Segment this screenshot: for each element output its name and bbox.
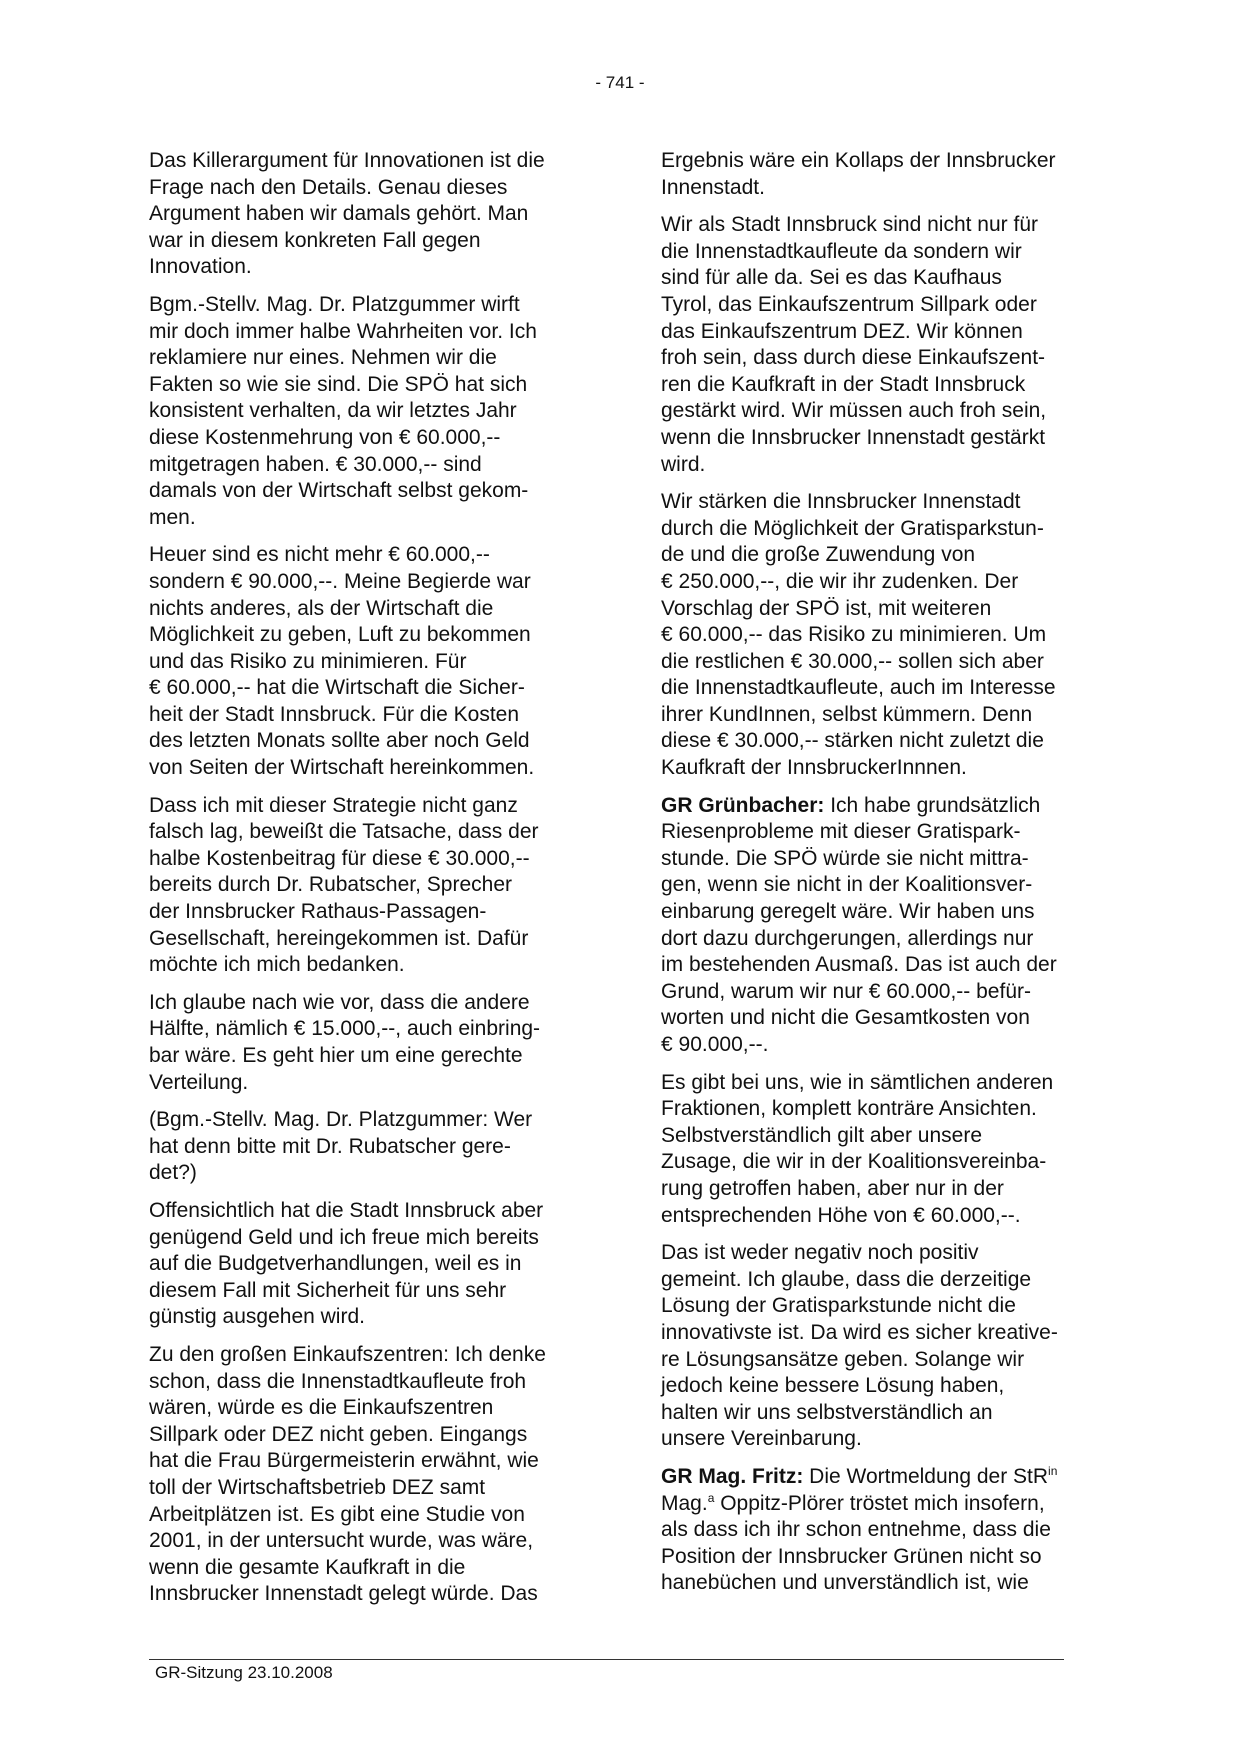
text-line: die Innenstadtkaufleute da sondern wir (661, 239, 1022, 263)
text-line: Fraktionen, komplett konträre Ansichten. (661, 1097, 1037, 1121)
paragraph (149, 542, 594, 781)
text-line: re Lösungsansätze geben. Solange wir (661, 1347, 1025, 1371)
text-line: Selbstverständlich gilt aber unsere (661, 1123, 983, 1147)
text-line: ren die Kaufkraft in der Stadt Innsbruck (661, 372, 1026, 396)
right-column (661, 148, 1106, 1608)
text-line: Vorschlag der SPÖ ist, mit weiteren (661, 596, 992, 620)
text-line: Verteilung. (149, 1070, 249, 1094)
text-line: falsch lag, beweißt die Tatsache, dass der (149, 820, 539, 844)
text-line: bereits durch Dr. Rubatscher, Sprecher (149, 873, 513, 897)
paragraph (149, 1342, 594, 1608)
text-line: Ich glaube nach wie vor, dass die andere (149, 990, 530, 1014)
text-line: auf die Budgetverhandlungen, weil es in (149, 1252, 522, 1276)
text-line: € 60.000,-- hat die Wirtschaft die Sicher- (149, 676, 525, 700)
text-line: genügend Geld und ich freue mich bereits (149, 1225, 539, 1249)
text-line: der Innsbrucker Rathaus-Passagen- (149, 900, 487, 924)
text-line: froh sein, dass durch diese Einkaufszent- (661, 346, 1046, 370)
text-line: Zusage, die wir in der Koalitionsvereinba- (661, 1150, 1047, 1174)
text-line: Zu den großen Einkaufszentren: Ich denke (149, 1342, 546, 1366)
text-line: durch die Möglichkeit der Gratisparkstun- (661, 516, 1044, 540)
text-line: innovativste ist. Da wird es sicher kreative- (661, 1320, 1058, 1344)
paragraph (661, 1464, 1106, 1597)
text-line: die Innenstadtkaufleute, auch im Interesse (661, 676, 1056, 700)
page-number: - 741 - (595, 73, 645, 92)
text-line: (Bgm.-Stellv. Mag. Dr. Platzgummer: Wer (149, 1108, 533, 1132)
footer-divider (149, 1659, 1064, 1660)
text-line: Offensichtlich hat die Stadt Innsbruck aber (149, 1198, 544, 1222)
text-line: die restlichen € 30.000,-- sollen sich aber (661, 649, 1044, 673)
text-line: schon, dass die Innenstadtkaufleute froh (149, 1369, 527, 1393)
text-line: unsere Vereinbarung. (661, 1427, 862, 1451)
text-line: Heuer sind es nicht mehr € 60.000,-- (149, 543, 490, 567)
text-line: rung getroffen haben, aber nur in der (661, 1176, 1004, 1200)
text-line: Wir stärken die Innsbrucker Innenstadt (661, 490, 1021, 514)
text-line: ihrer KundInnen, selbst kümmern. Denn (661, 702, 1033, 726)
paragraph (661, 212, 1106, 478)
paragraph (661, 1240, 1106, 1453)
text-line: mir doch immer halbe Wahrheiten vor. Ich (149, 319, 537, 343)
text-line: und das Risiko zu minimieren. Für (149, 649, 467, 673)
text-span: Oppitz-Plörer tröstet mich insofern, (714, 1491, 1045, 1515)
text-line: dort dazu durchgerungen, allerdings nur (661, 926, 1034, 950)
text-line: jedoch keine bessere Lösung haben, (661, 1374, 1005, 1398)
text-line: Fakten so wie sie sind. Die SPÖ hat sich (149, 372, 528, 396)
text-line: konsistent verhalten, da wir letztes Jahr (149, 399, 517, 423)
text-line: gestärkt wird. Wir müssen auch froh sein, (661, 399, 1047, 423)
text-line (661, 793, 1106, 820)
paragraph (149, 793, 594, 979)
text-line: entsprechenden Höhe von € 60.000,--. (661, 1203, 1021, 1227)
text-line: möchte ich mich bedanken. (149, 953, 405, 977)
paragraph (661, 148, 1106, 201)
text-line: € 90.000,--. (661, 1033, 769, 1056)
text-line: damals von der Wirtschaft selbst gekom- (149, 479, 529, 503)
text-line: Das Killerargument für Innovationen ist die (149, 149, 545, 172)
text-line: wird. (661, 452, 706, 476)
text-line: Innenstadt. (661, 175, 765, 199)
paragraph (661, 793, 1106, 1059)
text-line: wenn die gesamte Kaufkraft in die (149, 1555, 466, 1579)
paragraph (661, 489, 1106, 782)
paragraph (149, 1198, 594, 1331)
text-line: Ergebnis wäre ein Kollaps der Innsbrucker (661, 149, 1056, 172)
text-line: Innsbrucker Innenstadt gelegt würde. Das (149, 1582, 538, 1606)
text-line: Innovation. (149, 255, 252, 279)
text-line: halbe Kostenbeitrag für diese € 30.000,-- (149, 846, 530, 870)
text-line: im bestehenden Ausmaß. Das ist auch der (661, 953, 1057, 977)
text-line: mitgetragen haben. € 30.000,-- sind (149, 452, 482, 476)
text-line: Position der Innsbrucker Grünen nicht so (661, 1544, 1042, 1568)
text-line: von Seiten der Wirtschaft hereinkommen. (149, 756, 535, 780)
text-line: stunde. Die SPÖ würde sie nicht mittra- (661, 846, 1029, 870)
superscript: a (707, 1490, 715, 1505)
text-line: € 250.000,--, die wir ihr zudenken. Der (661, 569, 1019, 593)
text-line: € 60.000,-- das Risiko zu minimieren. Um (661, 623, 1047, 647)
text-line: Kaufkraft der InnsbruckerInnnen. (661, 756, 967, 780)
text-line: 2001, in der untersucht wurde, was wäre, (149, 1529, 534, 1553)
text-line: nichts anderes, als der Wirtschaft die (149, 596, 494, 620)
text-line: sondern € 90.000,--. Meine Begierde war (149, 569, 531, 593)
text-line: toll der Wirtschaftsbetrieb DEZ samt (149, 1475, 486, 1499)
text-line: Lösung der Gratisparkstunde nicht die (661, 1294, 1016, 1318)
text-line: Möglichkeit zu geben, Luft zu bekommen (149, 623, 531, 647)
text-line: hanebüchen und unverständlich ist, wie (661, 1571, 1029, 1595)
text-line: hat die Frau Bürgermeisterin erwähnt, wie (149, 1449, 539, 1473)
speaker-name: GR Mag. Fritz: (661, 1464, 804, 1488)
text-line: als dass ich ihr schon entnehme, dass die (661, 1518, 1051, 1542)
text-line: Bgm.-Stellv. Mag. Dr. Platzgummer wirft (149, 292, 520, 316)
text-line: Hälfte, nämlich € 15.000,--, auch einbring- (149, 1017, 541, 1041)
text-line: gen, wenn sie nicht in der Koalitionsver- (661, 873, 1033, 897)
text-line: des letzten Monats sollte aber noch Geld (149, 729, 530, 753)
text-line (661, 1464, 1106, 1491)
text-line: Dass ich mit dieser Strategie nicht ganz (149, 793, 518, 817)
speaker-name: GR Grünbacher: (661, 793, 825, 817)
text-line: halten wir uns selbstverständlich an (661, 1400, 993, 1424)
text-line: war in diesem konkreten Fall gegen (149, 228, 481, 252)
paragraph (661, 1070, 1106, 1230)
text-line: worten und nicht die Gesamtkosten von (661, 1006, 1030, 1030)
text-span: Mag. (661, 1491, 708, 1515)
paragraph (149, 1107, 594, 1187)
text-line: Das ist weder negativ noch positiv (661, 1241, 979, 1265)
text-line: men. (149, 505, 196, 529)
text-span: Die Wortmeldung der StR (803, 1464, 1049, 1488)
text-line: Argument haben wir damals gehört. Man (149, 202, 529, 226)
paragraph (149, 148, 594, 281)
paragraph (149, 292, 594, 531)
text-line: sind für alle da. Sei es das Kaufhaus (661, 266, 1002, 290)
text-line: diesem Fall mit Sicherheit für uns sehr (149, 1278, 507, 1302)
text-line: de und die große Zuwendung von (661, 543, 976, 567)
text-line: Arbeitplätzen ist. Es gibt eine Studie von (149, 1502, 525, 1526)
text-line: wären, würde es die Einkaufszentren (149, 1396, 494, 1420)
text-line: heit der Stadt Innsbruck. Für die Kosten (149, 702, 520, 726)
text-line: diese € 30.000,-- stärken nicht zuletzt die (661, 729, 1044, 753)
text-line: das Einkaufszentrum DEZ. Wir können (661, 319, 1023, 343)
text-line: wenn die Innsbrucker Innenstadt gestärkt (661, 425, 1046, 449)
text-line: Grund, warum wir nur € 60.000,-- befür- (661, 979, 1031, 1003)
text-line (661, 1491, 1106, 1518)
footer-text: GR-Sitzung 23.10.2008 (155, 1663, 333, 1682)
text-line: Es gibt bei uns, wie in sämtlichen anderen (661, 1070, 1054, 1094)
text-line: bar wäre. Es geht hier um eine gerechte (149, 1044, 523, 1067)
text-line: einbarung geregelt wäre. Wir haben uns (661, 900, 1035, 924)
text-line: Tyrol, das Einkaufszentrum Sillpark oder (661, 292, 1037, 316)
text-line: günstig ausgehen wird. (149, 1305, 365, 1329)
text-line: reklamiere nur eines. Nehmen wir die (149, 346, 497, 370)
text-line: Frage nach den Details. Genau dieses (149, 175, 508, 199)
text-line: diese Kostenmehrung von € 60.000,-- (149, 425, 501, 449)
paragraph (149, 990, 594, 1096)
text-span: Ich habe grundsätzlich (824, 793, 1041, 817)
text-line: Gesellschaft, hereingekommen ist. Dafür (149, 926, 529, 950)
text-line: gemeint. Ich glaube, dass die derzeitige (661, 1267, 1032, 1291)
left-column (149, 148, 594, 1619)
superscript: in (1048, 1463, 1058, 1478)
text-line: hat denn bitte mit Dr. Rubatscher gere- (149, 1134, 511, 1158)
text-line: Riesenprobleme mit dieser Gratispark- (661, 820, 1021, 844)
text-line: Sillpark oder DEZ nicht geben. Eingangs (149, 1422, 528, 1446)
text-line: Wir als Stadt Innsbruck sind nicht nur für (661, 213, 1038, 237)
text-line: det?) (149, 1161, 197, 1185)
